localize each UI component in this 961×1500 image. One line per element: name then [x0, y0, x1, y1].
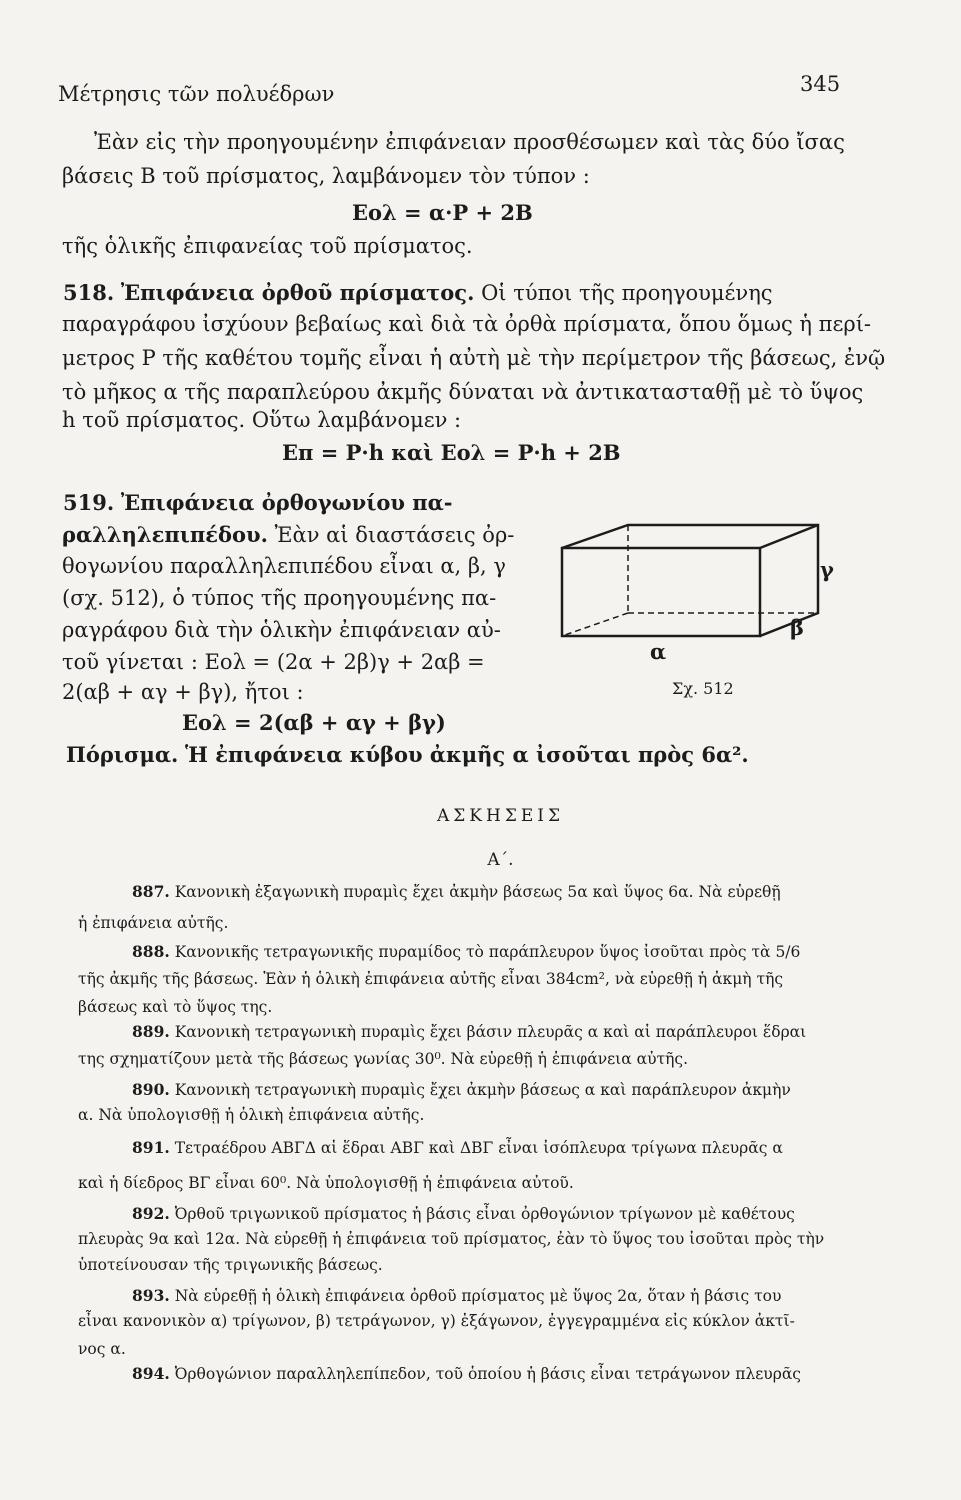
exercise-number: 892.: [132, 1204, 170, 1223]
section-number: 519.: [63, 490, 115, 515]
exercise-890: [132, 1082, 791, 1099]
exercise-888: [132, 944, 800, 961]
label-gamma: γ: [820, 557, 834, 582]
formula-cuboid: Eολ = 2(αβ + αγ + βγ): [182, 710, 446, 735]
paragraph-line: ραγράφου διὰ τὴν ὁλικὴν ἐπιφάνειαν αὐ-: [62, 618, 501, 642]
exercise-892-cont: πλευρὰς 9α καὶ 12α. Νὰ εὑρεθῇ ἡ ἐπιφάνεια τοῦ πρίσματος, ἐὰν τὸ ὕψος του ἰσοῦται πρὸς τὴν: [78, 1230, 825, 1248]
exercise-888-cont: βάσεως καὶ τὸ ὕψος της.: [78, 998, 273, 1016]
paragraph-line: 2(αβ + αγ + βγ), ἤτοι :: [62, 680, 304, 704]
cuboid-top-right-edges: [562, 525, 818, 636]
cuboid-diagram: [548, 505, 848, 705]
exercises-title: ΑΣΚΗΣΕΙΣ: [437, 806, 564, 826]
exercise-887-cont: ἡ ἐπιφάνεια αὐτῆς.: [78, 914, 229, 932]
exercise-text: Ὀρθοῦ τριγωνικοῦ πρίσματος ἡ βάσις εἶναι ὀρθογώνιον τρίγωνον μὲ καθέτους: [174, 1205, 795, 1223]
exercise-893: [132, 1288, 781, 1305]
section-519-heading: [63, 490, 453, 515]
exercise-894: [132, 1366, 801, 1383]
label-alpha: α: [650, 639, 667, 664]
exercise-888-cont: τῆς ἀκμῆς τῆς βάσεως. Ἐὰν ἡ ὁλικὴ ἐπιφάνεια αὐτῆς εἶναι 384cm², νὰ εὑρεθῇ ἡ ἀκμὴ τῆς: [78, 970, 784, 988]
corollary: [66, 742, 749, 767]
cuboid-front-face: [562, 548, 760, 636]
paragraph-line: (σχ. 512), ὁ τύπος τῆς προηγουμένης πα-: [62, 586, 497, 610]
exercise-number: 893.: [132, 1286, 170, 1305]
paragraph-line: θογωνίου παραλληλεπιπέδου εἶναι α, β, γ: [62, 554, 506, 578]
exercise-887: [132, 884, 781, 901]
exercise-text: Νὰ εὑρεθῇ ἡ ὁλικὴ ἐπιφάνεια ὀρθοῦ πρίσματος μὲ ὕψος 2α, ὅταν ἡ βάσις του: [174, 1287, 782, 1305]
section-title: ραλληλεπιπέδου.: [62, 522, 268, 547]
exercise-892: [132, 1206, 795, 1223]
paragraph-line: τῆς ὁλικῆς ἐπιφανείας τοῦ πρίσματος.: [62, 234, 473, 258]
exercise-893-cont: νος α.: [78, 1340, 126, 1358]
section-title: Ἐπιφάνεια ὀρθογωνίου πα-: [120, 490, 453, 515]
exercise-893-cont: εἶναι κανονικὸν α) τρίγωνον, β) τετράγωνον, γ) ἑξάγωνον, ἐγγεγραμμένα εἰς κύκλον ἀκτῖ-: [78, 1312, 795, 1330]
paragraph-line: τὸ μῆκος α τῆς παραπλεύρου ἀκμῆς δύναται νὰ ἀντικατασταθῇ μὲ τὸ ὕψος: [62, 380, 864, 404]
exercises-subtitle: Α΄.: [487, 850, 514, 870]
exercise-number: 887.: [132, 882, 170, 901]
paragraph-line: βάσεις Β τοῦ πρίσματος, λαμβάνομεν τὸν τύπον :: [62, 164, 590, 188]
exercise-891: [132, 1140, 783, 1157]
exercise-text: Κανονικὴ ἑξαγωνικὴ πυραμὶς ἔχει ἀκμὴν βάσεως 5α καὶ ὕψος 6α. Νὰ εὑρεθῇ: [174, 883, 781, 901]
running-header: Μέτρησις τῶν πολυέδρων: [58, 82, 335, 106]
exercise-text: Κανονικὴ τετραγωνικὴ πυραμὶς ἔχει βάσιν πλευρᾶς α καὶ αἱ παράπλευροι ἕδραι: [174, 1023, 807, 1041]
exercise-889: [132, 1024, 806, 1041]
label-beta: β: [790, 615, 804, 640]
figure-512: [548, 505, 848, 705]
exercise-number: 890.: [132, 1080, 170, 1099]
corollary-text: Ἡ ἐπιφάνεια κύβου ἀκμῆς α ἰσοῦται πρὸς 6α².: [184, 742, 749, 767]
section-title: Ἐπιφάνεια ὀρθοῦ πρίσματος.: [120, 280, 475, 305]
exercise-890-cont: α. Νὰ ὑπολογισθῇ ἡ ὁλικὴ ἐπιφάνεια αὐτῆς.: [78, 1106, 425, 1124]
exercise-889-cont: της σχηματίζουν μετὰ τῆς βάσεως γωνίας 30⁰. Νὰ εὑρεθῇ ἡ ἐπιφάνεια αὐτῆς.: [78, 1050, 689, 1068]
exercise-892-cont: ὑποτείνουσαν τῆς τριγωνικῆς βάσεως.: [78, 1256, 383, 1274]
paragraph-line: h τοῦ πρίσματος. Οὕτω λαμβάνομεν :: [62, 408, 462, 432]
section-number: 518.: [63, 280, 115, 305]
exercise-text: Τετραέδρου ΑΒΓΔ αἱ ἕδραι ΑΒΓ καὶ ΔΒΓ εἶναι ἰσόπλευρα τρίγωνα πλευρᾶς α: [174, 1139, 783, 1157]
exercise-number: 888.: [132, 942, 170, 961]
exercise-text: Ὀρθογώνιον παραλληλεπίπεδον, τοῦ ὁποίου ἡ βάσις εἶναι τετράγωνον πλευρᾶς: [174, 1365, 801, 1383]
paragraph-line: Ἐὰν εἰς τὴν προηγουμένην ἐπιφάνειαν προσθέσωμεν καὶ τὰς δύο ἴσας: [94, 130, 845, 154]
formula-total-surface: Eολ = α·P + 2B: [352, 200, 533, 225]
exercise-number: 894.: [132, 1364, 170, 1383]
cuboid-hidden-edge: [562, 613, 628, 636]
corollary-label: Πόρισμα.: [66, 742, 179, 767]
exercise-number: 889.: [132, 1022, 170, 1041]
exercise-number: 891.: [132, 1138, 170, 1157]
formula-right-prism: Eπ = P·h καὶ Eολ = P·h + 2B: [282, 440, 621, 465]
cuboid-edge: [760, 525, 818, 548]
section-text: Ἐὰν αἱ διαστάσεις ὀρ-: [274, 523, 515, 547]
exercise-text: Κανονικῆς τετραγωνικῆς πυραμίδος τὸ παράπλευρον ὕψος ἰσοῦται πρὸς τὰ 5/6: [174, 943, 801, 961]
figure-caption: Σχ. 512: [672, 679, 734, 698]
paragraph-line: παραγράφου ἰσχύουν βεβαίως καὶ διὰ τὰ ὀρθὰ πρίσματα, ὅπου ὅμως ἡ περί-: [62, 312, 872, 336]
exercise-891-cont: καὶ ἡ δίεδρος ΒΓ εἶναι 60⁰. Νὰ ὑπολογισθῇ ἡ ἐπιφάνεια αὐτοῦ.: [78, 1174, 574, 1192]
page-number: 345: [800, 72, 841, 96]
section-text: Οἱ τύποι τῆς προηγουμένης: [481, 281, 773, 305]
exercise-text: Κανονικὴ τετραγωνικὴ πυραμὶς ἔχει ἀκμὴν βάσεως α καὶ παράπλευρον ἀκμὴν: [174, 1081, 791, 1099]
section-518-heading: [63, 280, 773, 305]
paragraph-line: τοῦ γίνεται : Eολ = (2α + 2β)γ + 2αβ =: [62, 650, 485, 674]
paragraph-line: μετρος P τῆς καθέτου τομῆς εἶναι ἡ αὐτὴ μὲ τὴν περίμετρον τῆς βάσεως, ἐνῷ: [62, 346, 886, 370]
